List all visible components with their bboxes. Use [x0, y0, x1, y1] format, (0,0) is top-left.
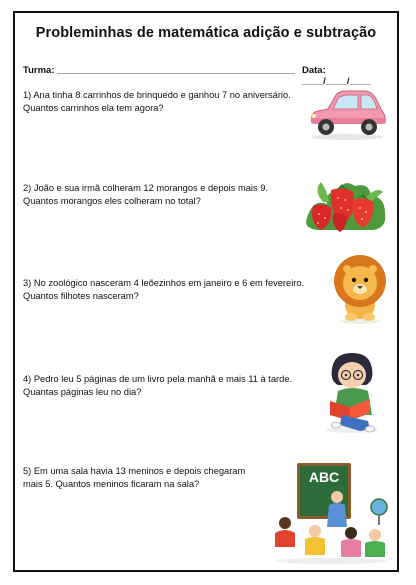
- lion-cub-icon: [333, 253, 387, 325]
- question-4-line-2: Quantas páginas leu no dia?: [23, 387, 142, 397]
- strawberries-icon: [303, 168, 389, 236]
- date-field-label: Data: ____/____/____: [302, 65, 371, 87]
- question-4: [23, 373, 323, 399]
- question-1: [23, 89, 323, 115]
- question-2-line-1: 2) João e sua irmã colheram 12 morangos e depois mais 9.: [23, 183, 268, 193]
- classroom-icon: [267, 461, 395, 565]
- worksheet: [13, 11, 399, 572]
- boy-reading-icon: [320, 351, 382, 433]
- question-3: [23, 277, 323, 303]
- question-2-line-2: Quantos morangos eles colheram no total?: [23, 196, 201, 206]
- question-5-line-1: 5) Em uma sala havia 13 meninos e depois chegaram: [23, 466, 246, 476]
- question-3-line-2: Quantos filhotes nasceram?: [23, 291, 139, 301]
- question-3-line-1: 3) No zoológico nasceram 4 leõezinhos em janeiro e 6 em fevereiro.: [23, 278, 305, 288]
- question-5-line-2: mais 5. Quantos meninos ficaram na sala?: [23, 479, 200, 489]
- question-1-line-1: 1) Ana tinha 8 carrinhos de brinquedo e ganhou 7 no aniversário.: [23, 90, 291, 100]
- question-1-line-2: Quantos carrinhos ela tem agora?: [23, 103, 164, 113]
- toy-car-icon: [306, 85, 388, 141]
- question-4-line-1: 4) Pedro leu 5 páginas de um livro pela manhã e mais 11 à tarde.: [23, 374, 293, 384]
- question-2: [23, 182, 323, 208]
- worksheet-title: Probleminhas de matemática adição e subtração: [35, 25, 377, 41]
- chalkboard-text: ABC: [308, 469, 340, 485]
- class-field-label: Turma: _____________________________________________: [23, 65, 295, 76]
